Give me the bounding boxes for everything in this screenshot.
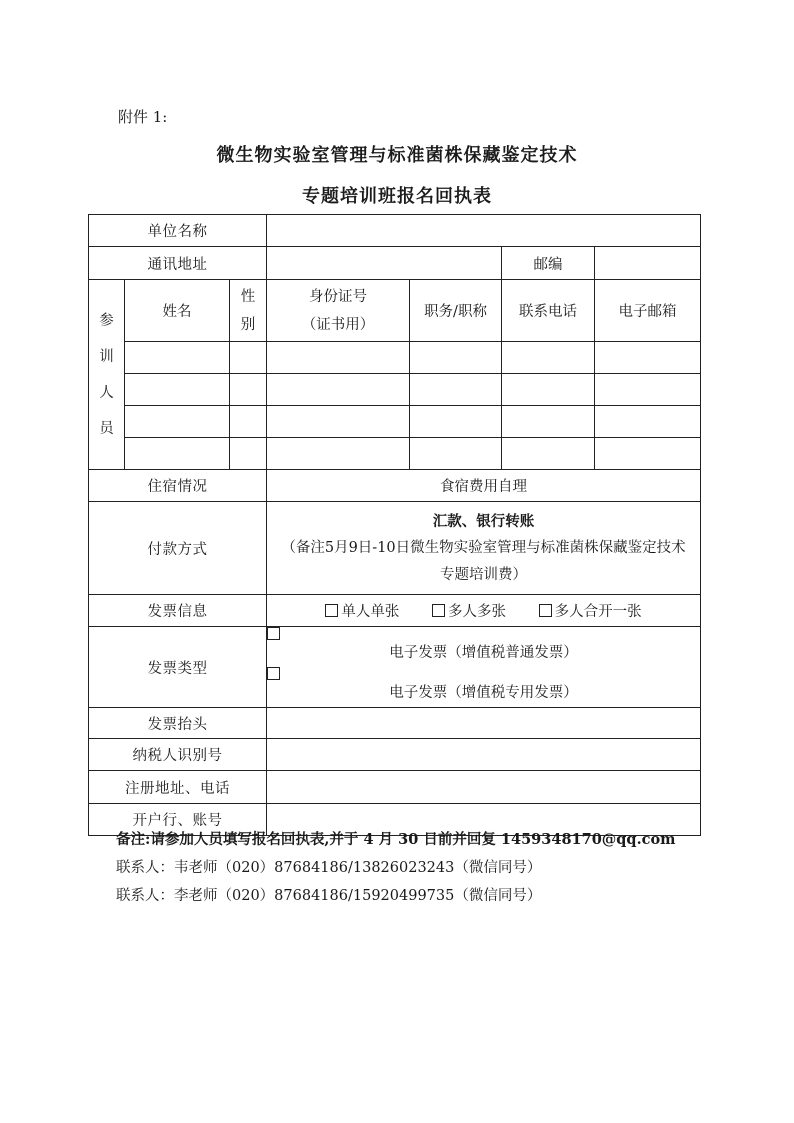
remark-text: 备注:请参加人员填写报名回执表,并于 4 月 30 日前并回复 1459348170@qq.com <box>116 831 676 848</box>
participants-char-4: 员 <box>99 420 114 437</box>
checkbox-icon[interactable] <box>267 627 280 640</box>
reg-address-input[interactable] <box>267 771 701 804</box>
address-label: 通讯地址 <box>89 247 267 280</box>
checkbox-icon[interactable] <box>325 604 338 617</box>
row-invoice-info <box>89 595 701 627</box>
participant-email-cell[interactable] <box>595 438 701 470</box>
form-subtitle: 专题培训班报名回执表 <box>302 186 492 207</box>
accommodation-label: 住宿情况 <box>89 470 267 502</box>
payment-note-line-1: （备注5月9日-10日微生物实验室管理与标准菌株保藏鉴定技术 <box>281 539 686 556</box>
participant-id-cell[interactable] <box>267 438 410 470</box>
participant-row <box>89 374 701 406</box>
participant-gender-cell[interactable] <box>230 406 267 438</box>
row-unit-name <box>89 215 701 247</box>
col-name-header: 姓名 <box>125 280 230 342</box>
participants-char-1: 参 <box>99 312 114 329</box>
invoice-info-label: 发票信息 <box>89 595 267 627</box>
participants-char-3: 人 <box>99 384 114 401</box>
reg-address-label: 注册地址、电话 <box>89 771 267 804</box>
participant-position-cell[interactable] <box>410 374 502 406</box>
attachment-label: 附件 1: <box>118 108 168 126</box>
bank-label: 开户行、账号 <box>89 804 267 836</box>
invoice-type-normal-option[interactable] <box>267 627 700 667</box>
participant-phone-cell[interactable] <box>502 374 595 406</box>
participant-phone-cell[interactable] <box>502 438 595 470</box>
col-gender-line-2: 别 <box>240 316 256 333</box>
col-id-line-1: 身份证号 <box>309 288 368 305</box>
participant-id-cell[interactable] <box>267 406 410 438</box>
row-address <box>89 247 701 280</box>
form-title: 微生物实验室管理与标准菌株保藏鉴定技术 <box>216 145 578 166</box>
invoice-type-options <box>267 627 701 708</box>
taxpayer-id-input[interactable] <box>267 739 701 771</box>
participant-position-cell[interactable] <box>410 406 502 438</box>
participant-row <box>89 342 701 374</box>
invoice-combined-label: 多人合开一张 <box>554 604 642 620</box>
payment-note-line-2: 专题培训费） <box>440 566 528 583</box>
postcode-input[interactable] <box>595 247 701 280</box>
invoice-single-option[interactable] <box>325 600 399 621</box>
invoice-header-input[interactable] <box>267 708 701 739</box>
participant-name-cell[interactable] <box>125 438 230 470</box>
participant-position-cell[interactable] <box>410 438 502 470</box>
col-gender-line-1: 性 <box>240 288 256 305</box>
participant-name-cell[interactable] <box>125 374 230 406</box>
payment-details <box>267 502 701 595</box>
contact-1: 联系人：韦老师（020）87684186/13826023243（微信同号） <box>116 860 542 876</box>
row-taxpayer-id <box>89 739 701 771</box>
participants-label <box>89 280 125 470</box>
invoice-info-options <box>267 595 701 627</box>
checkbox-icon[interactable] <box>539 604 552 617</box>
row-accommodation <box>89 470 701 502</box>
participant-id-cell[interactable] <box>267 342 410 374</box>
participant-gender-cell[interactable] <box>230 342 267 374</box>
invoice-type-special-option[interactable] <box>267 667 700 707</box>
invoice-combined-option[interactable] <box>539 600 642 621</box>
checkbox-icon[interactable] <box>267 667 280 680</box>
notes-section <box>116 826 675 910</box>
col-id-header <box>267 280 410 342</box>
postcode-label: 邮编 <box>502 247 595 280</box>
contact-2: 联系人：李老师（020）87684186/15920499735（微信同号） <box>116 888 542 904</box>
participant-phone-cell[interactable] <box>502 342 595 374</box>
participant-gender-cell[interactable] <box>230 438 267 470</box>
row-reg-address <box>89 771 701 804</box>
participant-name-cell[interactable] <box>125 342 230 374</box>
participant-gender-cell[interactable] <box>230 374 267 406</box>
row-invoice-header <box>89 708 701 739</box>
taxpayer-id-label: 纳税人识别号 <box>89 739 267 771</box>
invoice-multi-label: 多人多张 <box>448 604 507 620</box>
address-input[interactable] <box>267 247 502 280</box>
invoice-type-special-label: 电子发票（增值税专用发票） <box>389 685 578 701</box>
participant-email-cell[interactable] <box>595 374 701 406</box>
payment-label: 付款方式 <box>89 502 267 595</box>
invoice-type-normal-label: 电子发票（增值税普通发票） <box>389 645 578 661</box>
participant-email-cell[interactable] <box>595 342 701 374</box>
col-phone-header: 联系电话 <box>502 280 595 342</box>
payment-title: 汇款、银行转账 <box>432 512 535 530</box>
participant-phone-cell[interactable] <box>502 406 595 438</box>
participant-row <box>89 438 701 470</box>
participant-name-cell[interactable] <box>125 406 230 438</box>
participant-row <box>89 406 701 438</box>
checkbox-icon[interactable] <box>432 604 445 617</box>
row-participants-header <box>89 280 701 342</box>
col-position-header: 职务/职称 <box>410 280 502 342</box>
registration-form <box>88 214 701 836</box>
participant-email-cell[interactable] <box>595 406 701 438</box>
row-invoice-type <box>89 627 701 708</box>
accommodation-value: 食宿费用自理 <box>267 470 701 502</box>
row-payment <box>89 502 701 595</box>
invoice-multi-option[interactable] <box>432 600 506 621</box>
unit-name-label: 单位名称 <box>89 215 267 247</box>
col-email-header: 电子邮箱 <box>595 280 701 342</box>
invoice-type-label: 发票类型 <box>89 627 267 708</box>
unit-name-input[interactable] <box>267 215 701 247</box>
invoice-single-label: 单人单张 <box>341 604 400 620</box>
participant-id-cell[interactable] <box>267 374 410 406</box>
participants-char-2: 训 <box>99 348 114 365</box>
participant-position-cell[interactable] <box>410 342 502 374</box>
invoice-header-label: 发票抬头 <box>89 708 267 739</box>
col-id-line-2: （证书用） <box>301 316 375 333</box>
col-gender-header <box>230 280 267 342</box>
